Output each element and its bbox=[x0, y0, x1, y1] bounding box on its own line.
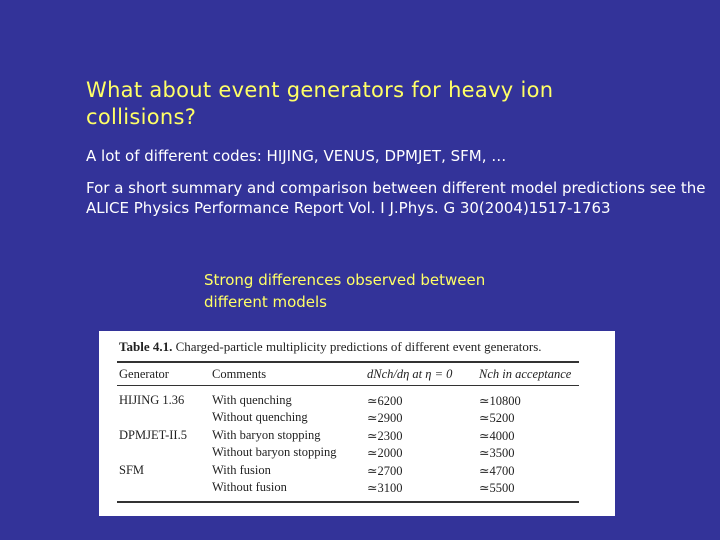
observation-note: Strong differences observed between different models bbox=[204, 271, 486, 311]
table-bottom-rule bbox=[117, 501, 579, 503]
header-dndeta: dNch/dη at η = 0 bbox=[367, 367, 453, 381]
cell-nch: ≃5200 bbox=[479, 411, 515, 425]
reference-text: For a short summary and comparison between different model predictions see the ALICE Physics Performance Report Vol. I J.Phys. G 30(2004)1517-1763 bbox=[86, 179, 706, 217]
cell-dndeta: ≃2000 bbox=[367, 446, 403, 460]
cell-comment: With baryon stopping bbox=[212, 428, 321, 442]
header-nch: Nch in acceptance bbox=[479, 367, 572, 381]
table-top-rule bbox=[117, 361, 579, 363]
cell-dndeta: ≃6200 bbox=[367, 394, 403, 408]
cell-comment: With quenching bbox=[212, 393, 292, 407]
cell-comment: Without fusion bbox=[212, 480, 287, 494]
slide-title: What about event generators for heavy ion collisions? bbox=[86, 78, 554, 129]
table-label: Table 4.1. bbox=[119, 339, 173, 354]
codes-list: A lot of different codes: HIJING, VENUS, DPMJET, SFM, … bbox=[86, 147, 507, 165]
table-row bbox=[99, 480, 615, 497]
cell-comment: Without quenching bbox=[212, 410, 308, 424]
table-caption bbox=[119, 339, 542, 355]
table-row bbox=[99, 410, 615, 427]
header-generator: Generator bbox=[119, 367, 169, 381]
table-caption-text: Charged-particle multiplicity predictions of different event generators. bbox=[175, 339, 542, 354]
cell-nch: ≃4700 bbox=[479, 464, 515, 478]
cell-generator: SFM bbox=[119, 463, 145, 477]
cell-nch: ≃4000 bbox=[479, 429, 515, 443]
table-header-row bbox=[99, 367, 615, 384]
cell-dndeta: ≃2700 bbox=[367, 464, 403, 478]
cell-comment: Without baryon stopping bbox=[212, 445, 337, 459]
cell-dndeta: ≃3100 bbox=[367, 481, 403, 495]
cell-dndeta: ≃2300 bbox=[367, 429, 403, 443]
table-row bbox=[99, 428, 615, 445]
header-comments: Comments bbox=[212, 367, 267, 381]
table-header-rule bbox=[117, 385, 579, 386]
cell-generator: DPMJET-II.5 bbox=[119, 428, 187, 442]
cell-nch: ≃10800 bbox=[479, 394, 521, 408]
cell-dndeta: ≃2900 bbox=[367, 411, 403, 425]
table-row bbox=[99, 393, 615, 410]
cell-comment: With fusion bbox=[212, 463, 271, 477]
multiplicity-table bbox=[99, 331, 615, 516]
cell-generator: HIJING 1.36 bbox=[119, 393, 185, 407]
cell-nch: ≃3500 bbox=[479, 446, 515, 460]
table-row bbox=[99, 445, 615, 462]
table-row bbox=[99, 463, 615, 480]
cell-nch: ≃5500 bbox=[479, 481, 515, 495]
